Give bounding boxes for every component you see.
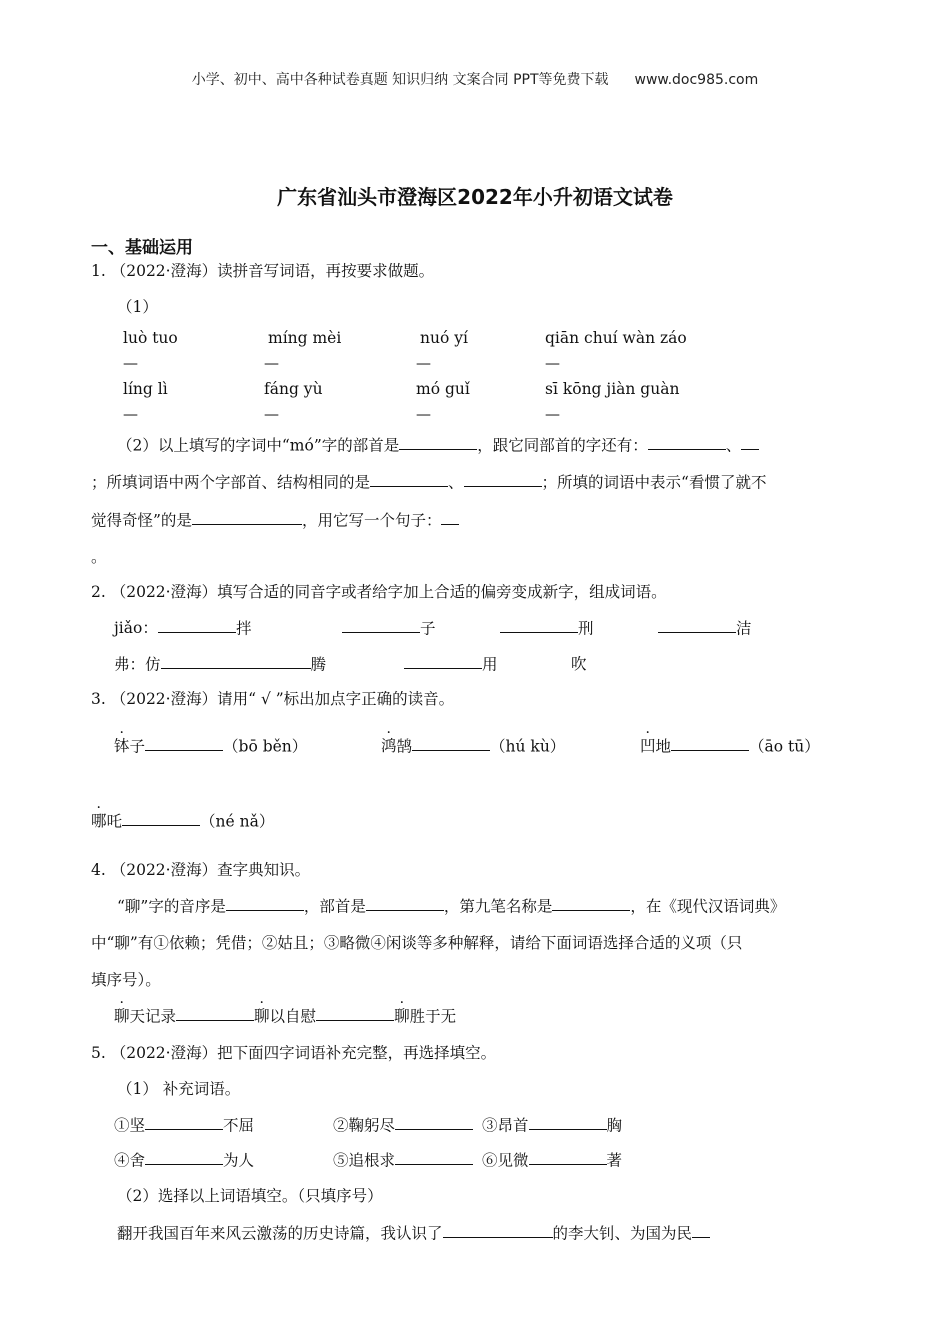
text: 胜于无: [409, 1007, 457, 1026]
text: 吒: [106, 812, 123, 831]
q4-stem: 4. （2022·澄海）查字典知识。: [91, 861, 311, 879]
text: 为人: [223, 1151, 255, 1170]
answer-blank[interactable]: [399, 433, 477, 450]
text: 拌: [236, 619, 252, 638]
answer-blank[interactable]: [692, 1221, 710, 1238]
text: 胸: [606, 1116, 623, 1135]
q2-row2: [114, 652, 326, 674]
reading-options: （né nǎ）: [200, 812, 275, 831]
answer-blank[interactable]: [741, 433, 759, 450]
answer-blank[interactable]: —: [123, 354, 138, 372]
answer-blank[interactable]: [316, 1004, 394, 1021]
text: ，用它写一个句子：: [301, 511, 442, 530]
text: ，在《现代汉语词典》: [630, 897, 786, 916]
q5-idiom: [333, 1148, 473, 1170]
pinyin-nuoyi: nuó yí: [420, 329, 468, 347]
q5-idiom: [482, 1113, 622, 1135]
text: “聊”字的音序是: [117, 897, 226, 916]
header-text: 小学、初中、高中各种试卷真题 知识归纳 文案合同 PPT等免费下载: [191, 72, 609, 88]
answer-blank[interactable]: [552, 894, 630, 911]
q1-end: 。: [91, 548, 107, 566]
answer-blank[interactable]: [342, 616, 420, 633]
answer-blank[interactable]: —: [545, 354, 560, 372]
q2-row1-label: jiǎo：: [114, 619, 158, 637]
text: 地: [655, 737, 672, 756]
q3-item: [640, 734, 820, 756]
answer-blank[interactable]: —: [264, 354, 279, 372]
text: 洁: [736, 619, 752, 638]
q3-item: [381, 734, 565, 756]
answer-blank[interactable]: [122, 809, 200, 826]
q5-sub1: （1） 补充词语。: [117, 1080, 241, 1098]
answer-blank[interactable]: [176, 1004, 254, 1021]
text: 著: [606, 1151, 623, 1170]
text: ⑥见微: [482, 1151, 529, 1170]
q1-sub2-line2: [91, 470, 766, 492]
answer-blank[interactable]: [412, 734, 490, 751]
q5-last-line: [117, 1221, 710, 1243]
text: 刑: [578, 619, 594, 638]
text: 、: [448, 473, 464, 492]
reading-options: （āo tū）: [749, 737, 820, 756]
answer-blank[interactable]: [658, 616, 736, 633]
dotted-char: 聊: [254, 1007, 270, 1026]
section-heading: 一、基础运用: [91, 238, 193, 258]
pinyin-luotuo: luò tuo: [123, 329, 178, 347]
answer-blank[interactable]: [671, 734, 749, 751]
text: 觉得奇怪”的是: [91, 511, 192, 530]
dotted-char: 哪: [91, 812, 107, 831]
q1-sub2-line1: [117, 433, 759, 455]
answer-blank[interactable]: —: [123, 405, 138, 423]
q4-line1: [117, 894, 785, 916]
text: 用: [482, 655, 498, 674]
answer-blank[interactable]: [366, 894, 444, 911]
q2-item: [658, 616, 752, 638]
pinyin-fangyu: fáng yù: [264, 380, 323, 398]
answer-blank[interactable]: [404, 652, 482, 669]
text: 、: [725, 436, 742, 455]
text: 腾: [310, 655, 327, 674]
text: 天记录: [129, 1007, 177, 1026]
q2-item: [500, 616, 594, 638]
answer-blank[interactable]: —: [545, 405, 560, 423]
text: 以自慰: [269, 1007, 317, 1026]
q5-idiom: [114, 1148, 254, 1170]
text: ；所填的词语中表示“看惯了就不: [541, 473, 767, 492]
answer-blank[interactable]: —: [264, 405, 279, 423]
answer-blank[interactable]: [145, 1148, 223, 1165]
page-header: [0, 69, 950, 89]
pinyin-sikong: sī kōng jiàn guàn: [545, 380, 680, 398]
q5-sub2: （2）选择以上词语填空。（只填序号）: [117, 1187, 383, 1205]
answer-blank[interactable]: [192, 508, 302, 525]
text: 子: [420, 619, 436, 638]
q2-stem: 2. （2022·澄海）填写合适的同音字或者给字加上合适的偏旁变成新字，组成词语。: [91, 583, 667, 601]
q3-stem: 3. （2022·澄海）请用“ √ ”标出加点字正确的读音。: [91, 690, 455, 708]
text: （2）以上填写的字词中“mó”字的部首是: [117, 436, 400, 455]
text: ，第九笔名称是: [443, 897, 553, 916]
text: 弗：仿: [114, 655, 161, 674]
q2-item: [404, 652, 498, 674]
answer-blank[interactable]: [529, 1148, 607, 1165]
text: ②鞠躬尽: [333, 1116, 396, 1135]
text: ⑤追根求: [333, 1151, 396, 1170]
q4-words: [114, 1004, 456, 1026]
text: 翻开我国百年来风云激荡的历史诗篇，我认识了: [117, 1224, 443, 1243]
dotted-char: 鸿: [381, 737, 397, 756]
q1-stem: 1. （2022·澄海）读拼音写词语，再按要求做题。: [91, 262, 435, 280]
q1-sub2-line3: [91, 508, 459, 530]
pinyin-mingmei: míng mèi: [268, 329, 342, 347]
answer-blank[interactable]: [441, 508, 459, 525]
answer-blank[interactable]: [443, 1221, 553, 1238]
answer-blank[interactable]: [145, 1113, 223, 1130]
answer-blank[interactable]: [648, 433, 726, 450]
pinyin-lingli: líng lì: [123, 380, 168, 398]
text: ①坚: [114, 1116, 146, 1135]
text: ；所填词语中两个字部首、结构相同的是: [91, 473, 371, 492]
dotted-char: 聊: [394, 1007, 410, 1026]
answer-blank[interactable]: [395, 1113, 473, 1130]
pinyin-mogui: mó guǐ: [416, 380, 470, 398]
q2-item: 吹: [571, 655, 587, 673]
header-site[interactable]: www.doc985.com: [634, 72, 759, 88]
text: 鹄: [396, 737, 413, 756]
reading-options: （hú kù）: [490, 737, 566, 756]
q2-item: [158, 616, 252, 638]
pinyin-qianchui: qiān chuí wàn záo: [545, 329, 687, 347]
q4-line3: 填序号）。: [91, 971, 161, 989]
q5-idiom: [333, 1113, 473, 1135]
answer-blank[interactable]: [370, 470, 448, 487]
answer-blank[interactable]: [161, 652, 311, 669]
text: 的李大钊、为国为民: [552, 1224, 693, 1243]
answer-blank[interactable]: [145, 734, 223, 751]
answer-blank[interactable]: [226, 894, 304, 911]
answer-blank[interactable]: [158, 616, 236, 633]
text: ，部首是: [303, 897, 366, 916]
answer-blank[interactable]: [395, 1148, 473, 1165]
dotted-char: 凹: [640, 737, 656, 756]
dotted-char: 钵: [114, 737, 130, 756]
text: ，跟它同部首的字还有：: [477, 436, 648, 455]
text: 不屈: [223, 1116, 255, 1135]
text: ③昂首: [482, 1116, 529, 1135]
answer-blank[interactable]: [529, 1113, 607, 1130]
q5-idiom: [114, 1113, 254, 1135]
q3-item: [114, 734, 307, 756]
q5-idiom: [482, 1148, 622, 1170]
answer-blank[interactable]: [464, 470, 542, 487]
page-title: 广东省汕头市澄海区2022年小升初语文试卷: [277, 185, 673, 209]
text: ④舍: [114, 1151, 146, 1170]
dotted-char: 聊: [114, 1007, 130, 1026]
q5-stem: 5. （2022·澄海）把下面四字词语补充完整，再选择填空。: [91, 1044, 497, 1062]
q3-item: [91, 809, 274, 831]
reading-options: （bō běn）: [223, 737, 308, 756]
text: 子: [129, 737, 146, 756]
q2-item: [342, 616, 436, 638]
answer-blank[interactable]: [500, 616, 578, 633]
q1-sub1: （1）: [117, 298, 158, 316]
answer-blank[interactable]: —: [416, 354, 431, 372]
answer-blank[interactable]: —: [416, 405, 431, 423]
q4-line2: 中“聊”有①依赖；凭借；②姑且；③略微④闲谈等多种解释，请给下面词语选择合适的义项（只: [91, 934, 743, 952]
